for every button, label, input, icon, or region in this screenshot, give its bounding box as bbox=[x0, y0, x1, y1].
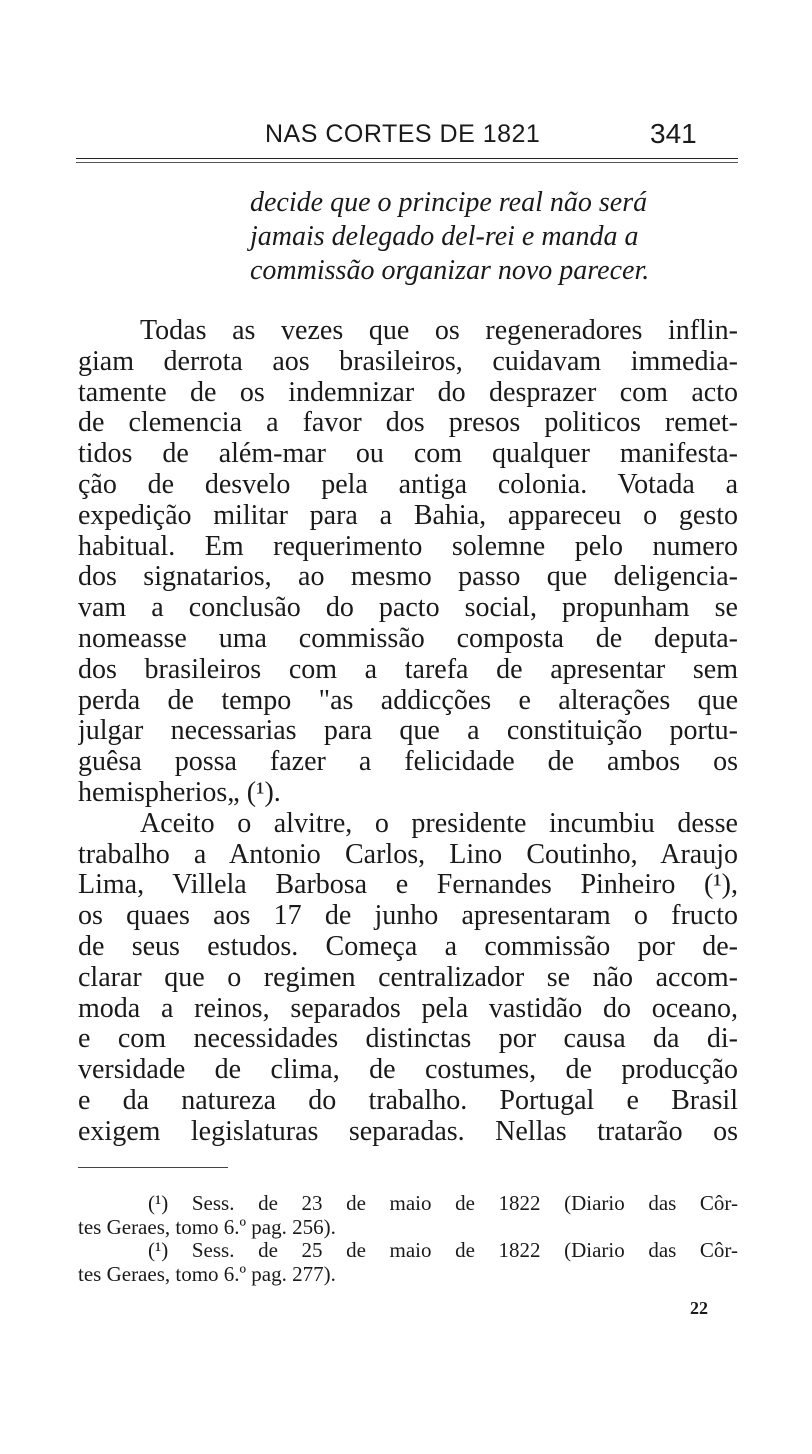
body-line: moda a reinos, separados pela vastidão do oceano, bbox=[78, 993, 738, 1024]
epigraph-block bbox=[250, 186, 738, 288]
signature-mark: 22 bbox=[690, 1298, 708, 1318]
body-line: clarar que o regimen centralizador se não accom- bbox=[78, 962, 738, 993]
body-line: tamente de os indemnizar do desprazer com acto bbox=[78, 377, 738, 408]
body-line: expedição militar para a Bahia, appareceu o gesto bbox=[78, 500, 738, 531]
running-header-title: NAS CORTES DE 1821 bbox=[265, 120, 541, 148]
body-line: de seus estudos. Começa a commissão por de- bbox=[78, 931, 738, 962]
footnote-line: (¹) Sess. de 23 de maio de 1822 (Diario das Côr- bbox=[148, 1191, 738, 1215]
footnote-line: tes Geraes, tomo 6.º pag. 277). bbox=[78, 1261, 336, 1286]
body-line: trabalho a Antonio Carlos, Lino Coutinho, Araujo bbox=[78, 839, 738, 870]
body-line: versidade de clima, de costumes, de producção bbox=[78, 1055, 738, 1086]
body-text bbox=[78, 316, 738, 1148]
epigraph-line: jamais delegado del-rei e manda a bbox=[250, 221, 639, 252]
body-line: e da natureza do trabalho. Portugal e Brasil bbox=[78, 1085, 738, 1116]
body-line: dos brasileiros com a tarefa de apresentar sem bbox=[78, 654, 738, 685]
body-line: julgar necessarias para que a constituição portu- bbox=[78, 716, 738, 747]
header-rule bbox=[76, 158, 738, 159]
body-line: habitual. Em requerimento solemne pelo numero bbox=[78, 531, 738, 562]
body-line: perda de tempo "as addicções e alterações que bbox=[78, 685, 738, 716]
footnote-line: tes Geraes, tomo 6.º pag. 256). bbox=[78, 1214, 336, 1239]
footnote-line: (¹) Sess. de 25 de maio de 1822 (Diario das Côr- bbox=[148, 1238, 738, 1262]
body-line: e com necessidades distinctas por causa da di- bbox=[78, 1024, 738, 1055]
body-line: ção de desvelo pela antiga colonia. Votada a bbox=[78, 469, 738, 500]
body-line: Aceito o alvitre, o presidente incumbiu desse bbox=[140, 808, 738, 839]
body-line: guêsa possa fazer a felicidade de ambos os bbox=[78, 747, 738, 778]
body-line: os quaes aos 17 de junho apresentaram o fructo bbox=[78, 901, 738, 932]
body-line: dos signatarios, ao mesmo passo que deligencia- bbox=[78, 562, 738, 593]
epigraph-line: decide que o principe real não será bbox=[250, 187, 648, 218]
footnote-rule bbox=[78, 1167, 228, 1168]
body-line: nomeasse uma commissão composta de deputa- bbox=[78, 623, 738, 654]
body-line: giam derrota aos brasileiros, cuidavam immedia- bbox=[78, 346, 738, 377]
body-line: Lima, Villela Barbosa e Fernandes Pinheiro (¹), bbox=[78, 870, 738, 901]
header-rule-secondary bbox=[76, 162, 738, 163]
body-line: Todas as vezes que os regeneradores inflin- bbox=[140, 316, 738, 346]
body-line: exigem legislaturas separadas. Nellas tratarão os bbox=[78, 1116, 738, 1147]
body-line: tidos de além-mar ou com qualquer manifesta- bbox=[78, 439, 738, 470]
body-line: de clemencia a favor dos presos politicos remet- bbox=[78, 408, 738, 439]
footnotes bbox=[78, 1192, 738, 1286]
epigraph-line: commissão organizar novo parecer. bbox=[250, 255, 650, 286]
body-line: hemispherios„ (¹). bbox=[78, 777, 281, 808]
body-line: vam a conclusão do pacto social, propunham se bbox=[78, 593, 738, 624]
page-number: 341 bbox=[650, 118, 697, 149]
